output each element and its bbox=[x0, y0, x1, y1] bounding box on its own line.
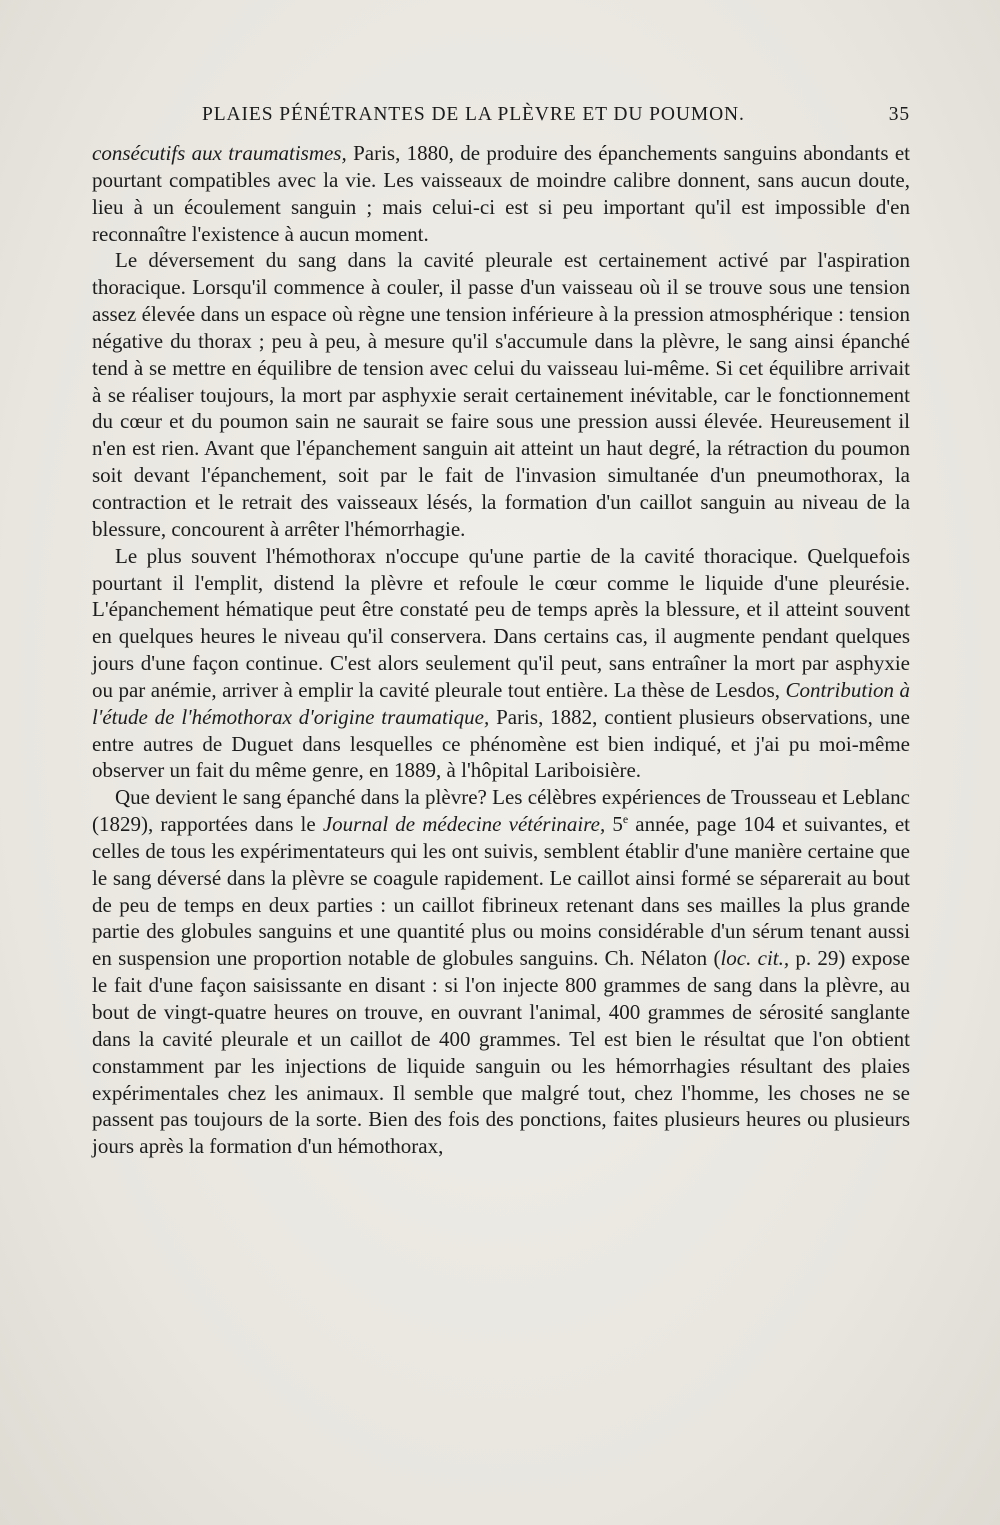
italic-citation: loc. cit., bbox=[720, 946, 790, 971]
italic-title: Contribution à l'étude de l'hémothorax d'origine traumatique, bbox=[92, 677, 910, 729]
paragraph-4 bbox=[92, 784, 910, 1160]
paragraph-text: Paris, 1882, contient plusieurs observations, une entre autres de Duguet dans lesquelles ce phénomène est bien indiqué, et j'ai pu moi-même observer un fait du même genre, en 1889, à l'hôpital Lariboisière. bbox=[92, 704, 910, 783]
paragraph-3 bbox=[92, 543, 910, 785]
running-head: PLAIES PÉNÉTRANTES DE LA PLÈVRE ET DU POUMON. bbox=[202, 104, 745, 125]
superscript: e bbox=[622, 812, 629, 827]
italic-title: consécutifs aux traumatismes, bbox=[92, 141, 347, 165]
paragraph-1 bbox=[92, 140, 910, 247]
paragraph-text: p. 29) expose le fait d'une façon saisissante en disant : si l'on injecte 800 grammes de sang dans la plèvre, au bout de vingt-quatre heures on trouve, en ouvrant l'animal, 400 grammes de sérosité sanglante dans la cavité pleurale et un caillot de 400 grammes. Tel est bien le résultat que l'on obtient constamment par les injections de liquide sanguin ou les hémorrhagies résultant des plaies expérimentales chez les animaux. Il semble que malgré tout, chez l'homme, les choses ne se passent pas toujours de la sorte. Bien des fois des ponctions, faites plusieurs heures ou plusieurs jours après la formation d'un hémothorax, bbox=[92, 946, 910, 1159]
paragraph-text: Paris, 1880, de produire des épanchements sanguins abondants et pourtant compatibles avec la vie. Les vaisseaux de moindre calibre donnent, sans aucun doute, lieu à un écoulement sanguin ; mais celui-ci est si peu important qu'il est impossible d'en reconnaître l'existence à aucun moment. bbox=[92, 141, 910, 246]
italic-title: Journal de médecine vétérinaire, bbox=[322, 812, 606, 837]
body-text bbox=[92, 140, 910, 1160]
paragraph-text: Le plus souvent l'hémothorax n'occupe qu'une partie de la cavité thoracique. Quelquefois pourtant il l'emplit, distend la plèvre et refoule le cœur comme le liquide d'une pleurésie. L'épanchement hématique peut être constaté peu de temps après la blessure, et il atteint souvent en quelques heures le niveau qu'il conservera. Dans certains cas, il augmente pendant quelques jours d'une façon continue. C'est alors seulement qu'il peut, sans entraîner la mort par asphyxie ou par anémie, arriver à emplir la cavité pleurale tout entière. La thèse de Lesdos, bbox=[92, 543, 910, 702]
paragraph-text: 5 bbox=[605, 812, 623, 837]
page-header bbox=[92, 104, 910, 134]
page-number: 35 bbox=[888, 104, 910, 125]
paragraph-2 bbox=[92, 247, 910, 542]
paragraph-text: Le déversement du sang dans la cavité pleurale est certainement activé par l'aspiration thoracique. Lorsqu'il commence à couler, il passe d'un vaisseau où il se trouve sous une tension assez élevée dans un espace où règne une tension inférieure à la pression atmosphérique : tension négative du thorax ; peu à peu, à mesure qu'il s'accumule dans la plèvre, le sang ainsi épanché tend à se mettre en équilibre de tension avec celui du vaisseau lui-même. Si cet équilibre arrivait à se réaliser toujours, la mort par asphyxie serait certainement inévitable, car le fonctionnement du cœur et du poumon sain ne saurait se faire sous une pression aussi élevée. Heureusement il n'en est rien. Avant que l'épanchement sanguin ait atteint un haut degré, la rétraction du poumon soit devant l'épanchement, soit par le fait de l'invasion simultanée d'un pneumothorax, la contraction et le retrait des vaisseaux lésés, la formation d'un caillot sanguin au niveau de la blessure, concourent à arrêter l'hémorrhagie. bbox=[92, 248, 910, 541]
paragraph-text: année, page 104 et suivantes, et celles de tous les expérimentateurs qui les ont suivis, semblent établir d'une manière certaine que le sang déversé dans la plèvre se coagule rapidement. Le caillot ainsi formé se séparerait au bout de peu de temps en deux parties : un caillot fibrineux retenant dans ses mailles la plus grande partie des globules sanguins et une quantité plus ou moins considérable d'un sérum tenant aussi en suspension une proportion notable de globules sanguins. Ch. Nélaton ( bbox=[92, 812, 910, 971]
paragraph-text: Que devient le sang épanché dans la plèvre? Les célèbres expériences de Trousseau et Leblanc (1829), rapportées dans le bbox=[92, 785, 910, 837]
